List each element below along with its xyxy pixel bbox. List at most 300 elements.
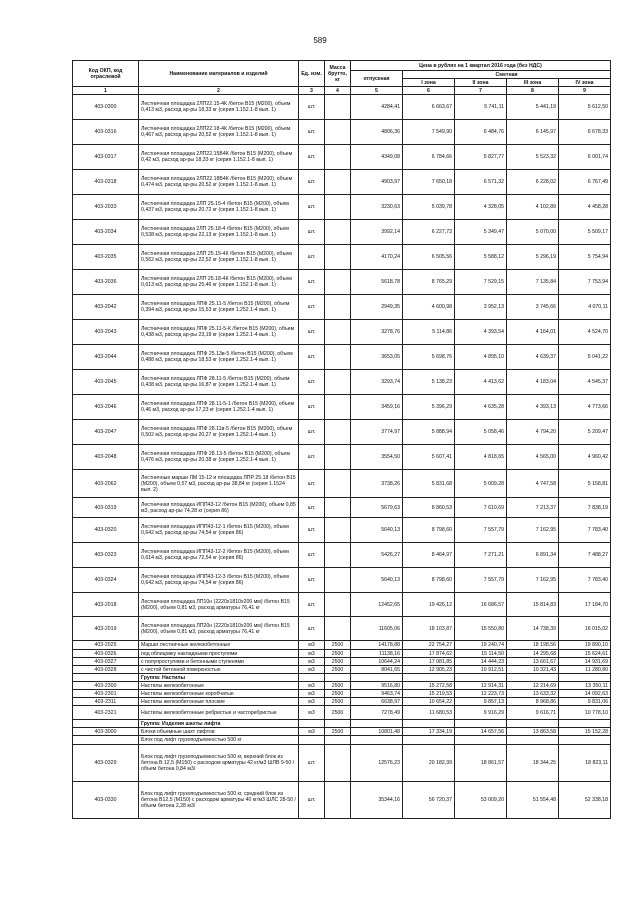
row-unit: шт. [299,782,325,819]
row-price-zone-4: 17 184,70 [559,593,611,617]
row-price-zone-3 [507,674,559,682]
row-mass [325,470,351,498]
column-index: 1 [73,87,139,95]
table-row [73,395,611,420]
row-price-zone-4: 13 350,11 [559,682,611,690]
row-unit: м3 [299,690,325,698]
row-name: Лестничная площадка ИПП43-12-1 /бетон В15 (М200), объем 0,642 м3, расход ар-ры 74,54 кг (серия 86) [139,518,299,543]
row-unit [299,720,325,728]
row-mass: 2500 [325,666,351,674]
row-price-zone-2: 5 741,11 [455,95,507,120]
row-mass [325,145,351,170]
row-price-zone-2: 4 895,10 [455,345,507,370]
row-price-zone-1 [403,674,455,682]
row-release-price: 3992,14 [351,220,403,245]
row-code: 403-2018 [73,593,139,617]
row-code: 403-2301 [73,690,139,698]
row-price-zone-1: 15 219,53 [403,690,455,698]
row-code: 403-0319 [73,498,139,518]
row-price-zone-2: 9 916,29 [455,706,507,720]
page-number: 589 [313,36,327,45]
row-unit: шт. [299,270,325,295]
row-mass [325,745,351,782]
table-row [73,320,611,345]
row-price-zone-2 [455,720,507,728]
row-name: Лестничные марши ЛМ 15-12 и площадка ЛПР 25.18 /бетон В15 (М200), объем 0,57 м3, расход ар-ры 38,84 кг (серия 1.1524 вып. 2) [139,470,299,498]
row-name: Группа: Изделия шахты лифта [139,720,299,728]
row-name: Лестничная площадка ЛПФ 28.11-5-1 /бетон В15 (М200), объем 0,46 м3, расход ар-ры 17,23 кг (серия 1.252.1-4 вып. 1) [139,395,299,420]
row-price-zone-3: 5 070,00 [507,220,559,245]
row-mass [325,568,351,593]
row-mass [325,617,351,641]
row-unit: шт. [299,345,325,370]
table-row [73,345,611,370]
row-mass [325,270,351,295]
row-price-zone-3 [507,720,559,728]
row-name: Лестничная площадка 2ЛП22.18В4К /бетон В15 (М200), объем 0,474 м3, расход ар-ры 20,52 кг (серия 1.152.1-8 вып. 1) [139,170,299,195]
row-price-zone-4: 4 773,66 [559,395,611,420]
row-release-price: 7278,49 [351,706,403,720]
row-price-zone-3: 7 135,84 [507,270,559,295]
row-price-zone-1: 8 798,60 [403,518,455,543]
row-price-zone-3: 4 747,58 [507,470,559,498]
row-price-zone-2: 9 857,13 [455,698,507,706]
row-price-zone-2: 6 484,76 [455,120,507,145]
row-release-price: 9463,74 [351,690,403,698]
row-price-zone-4: 6 678,33 [559,120,611,145]
table-row [73,782,611,819]
row-price-zone-4: 15 152,28 [559,728,611,736]
row-code [73,736,139,745]
row-price-zone-2: 7 610,69 [455,498,507,518]
row-name: Лестничная площадка ИПП43-12 /бетон В15 (М200), объем 0,85 м3, расход ар-ры 74,28 кг (серия 86) [139,498,299,518]
row-price-zone-2: 19 240,74 [455,641,507,650]
table-row [73,650,611,658]
row-name: Блок под лифт грузоподъемностью 500 кг, средний блок из бетона В12,5 (М150) с расходом арматуры 40 кг/м3 ШЛС 28-50 /объем бетона 2,28 м3/ [139,782,299,819]
row-price-zone-3: 7 213,37 [507,498,559,518]
row-price-zone-2: 7 557,79 [455,518,507,543]
row-unit: шт. [299,370,325,395]
row-price-zone-3: 5 296,19 [507,245,559,270]
row-release-price: 5640,13 [351,568,403,593]
row-name: Лестничная площадка ИПП43-12-2 /бетон В15 (М200), объем 0,614 м3, расход ар-ры 72,54 кг (серия 86) [139,543,299,568]
row-release-price: 12576,23 [351,745,403,782]
row-price-zone-1: 5 831,68 [403,470,455,498]
row-price-zone-1: 11 680,53 [403,706,455,720]
row-name: Лестничная площадка ЛП10н (2220x1810x200 мм) /бетон В15 (М200), объем 0,81 м3, расход арматуры 76,41 кг [139,593,299,617]
row-price-zone-4: 5 158,81 [559,470,611,498]
row-mass [325,395,351,420]
row-release-price: 3230,63 [351,195,403,220]
row-code: 403-2043 [73,320,139,345]
row-price-zone-3: 7 162,95 [507,568,559,593]
row-code: 403-2062 [73,470,139,498]
row-name: Настилы железобетонные коробчатые [139,690,299,698]
row-name: Блок под лифт грузоподъемностью 500 кг [139,736,299,745]
row-name: Лестничная площадка 2ЛП22.15В4К /бетон В15 (М200), объем 0,42 м3, расход ар-ры 18,33 кг (серия 1.152.1-8 вып. 1) [139,145,299,170]
row-price-zone-1: 8 798,60 [403,568,455,593]
row-price-zone-3: 14 738,39 [507,617,559,641]
row-unit: шт. [299,145,325,170]
row-price-zone-2: 5 009,28 [455,470,507,498]
row-release-price: 11605,06 [351,617,403,641]
row-price-zone-1: 20 182,39 [403,745,455,782]
row-price-zone-3: 10 321,43 [507,666,559,674]
table-row [73,270,611,295]
row-name: Блоки объемные шахт лифтов [139,728,299,736]
row-price-zone-3: 13 661,67 [507,658,559,666]
row-price-zone-3: 4 393,13 [507,395,559,420]
row-price-zone-1: 7 650,18 [403,170,455,195]
row-unit: шт. [299,395,325,420]
column-index: 8 [507,87,559,95]
row-unit: м3 [299,666,325,674]
row-price-zone-3: 3 745,66 [507,295,559,320]
row-price-zone-2: 5 058,46 [455,420,507,445]
header-name: Наименование материалов и изделий [139,61,299,87]
row-mass: 2500 [325,728,351,736]
row-price-zone-1 [403,736,455,745]
row-price-zone-2: 5 588,12 [455,245,507,270]
row-release-price: 4170,24 [351,245,403,270]
row-unit: шт. [299,120,325,145]
row-mass [325,445,351,470]
row-release-price: 4806,36 [351,120,403,145]
row-mass [325,736,351,745]
row-mass [325,245,351,270]
row-price-zone-1: 15 272,58 [403,682,455,690]
row-price-zone-4: 16 015,02 [559,617,611,641]
row-code: 403-0300 [73,95,139,120]
row-price-zone-4: 15 624,61 [559,650,611,658]
header-code: Код ОКП, код отраслевой [73,61,139,87]
row-price-zone-4 [559,674,611,682]
column-index: 2 [139,87,299,95]
column-index: 6 [403,87,455,95]
row-price-zone-1: 17 334,19 [403,728,455,736]
row-mass [325,518,351,543]
row-name: Марши лестничные железобетонные [139,641,299,650]
row-price-zone-3: 4 639,37 [507,345,559,370]
row-code: 403-2046 [73,395,139,420]
row-name: Лестничная площадка 2ЛП22.15-4К /бетон В15 (М200), объем 0,413 м3, расход ар-ры 18,33 кг (серия 1.152.1-8 вып. 1) [139,95,299,120]
row-price-zone-3: 6 145,97 [507,120,559,145]
group-row [73,720,611,728]
row-price-zone-4: 11 280,80 [559,666,611,674]
row-release-price: 3774,97 [351,420,403,445]
row-code: 403-0318 [73,170,139,195]
row-price-zone-1: 5 138,23 [403,370,455,395]
row-unit: м3 [299,698,325,706]
row-release-price: 3459,16 [351,395,403,420]
row-name: Настилы железобетонные ребристые и часторебристые [139,706,299,720]
row-release-price: 10644,24 [351,658,403,666]
row-price-zone-2: 7 271,21 [455,543,507,568]
row-price-zone-3: 13 633,32 [507,690,559,698]
row-mass [325,95,351,120]
row-price-zone-4: 6 767,49 [559,170,611,195]
row-unit: шт. [299,745,325,782]
row-unit: м3 [299,706,325,720]
row-unit: шт. [299,95,325,120]
row-price-zone-3: 9 616,71 [507,706,559,720]
row-price-zone-2: 6 571,32 [455,170,507,195]
header-release: отпускная [351,71,403,87]
row-release-price: 6638,97 [351,698,403,706]
column-index: 7 [455,87,507,95]
row-name: Лестничная площадка ЛПФ 25.11-5 /бетон В15 (М200), объем 0,394 м3, расход ар-ры 15,53 кг (серия 1.252.1-4 вып. 1) [139,295,299,320]
row-code: 403-0330 [73,782,139,819]
row-price-zone-1: 6 227,73 [403,220,455,245]
row-price-zone-3: 4 565,00 [507,445,559,470]
row-release-price [351,736,403,745]
row-price-zone-1: 6 505,56 [403,245,455,270]
row-code: 403-2025 [73,641,139,650]
row-price-zone-3 [507,736,559,745]
row-price-zone-2 [455,736,507,745]
row-name: с полупроступями и бетонными ступенями [139,658,299,666]
row-price-zone-4: 5 209,47 [559,420,611,445]
table-row [73,95,611,120]
row-name: Лестничная площадка 2ЛП 25.15-4К /бетон В15 (М200), объем 0,562 м3, расход ар-ры 22,52 кг (серия 1.152.1-8 вып. 1) [139,245,299,270]
row-unit: м3 [299,682,325,690]
row-release-price: 11138,16 [351,650,403,658]
row-price-zone-1: 22 754,27 [403,641,455,650]
row-price-zone-2: 12 914,31 [455,682,507,690]
row-code: 403-2048 [73,445,139,470]
row-price-zone-4: 5 041,22 [559,345,611,370]
row-mass [325,498,351,518]
row-release-price: 4284,41 [351,95,403,120]
row-price-zone-4: 7 488,27 [559,543,611,568]
row-release-price: 3653,05 [351,345,403,370]
row-price-zone-3: 15 814,83 [507,593,559,617]
row-code: 403-0327 [73,658,139,666]
row-mass: 2500 [325,658,351,666]
table-row [73,498,611,518]
row-unit: шт. [299,498,325,518]
row-release-price: 3293,74 [351,370,403,395]
header-zone-4: IV зона [559,79,611,87]
row-price-zone-4: 6 001,74 [559,145,611,170]
table-row [73,641,611,650]
row-price-zone-1: 6 663,67 [403,95,455,120]
row-release-price: 3278,76 [351,320,403,345]
row-unit [299,674,325,682]
row-unit [299,736,325,745]
row-code: 403-2047 [73,420,139,445]
row-name: Лестничная площадка 2ЛП 25.18-4 /бетон В15 (М200), объем 0,538 м3, расход ар-ры 22,13 кг (серия 1.152.1-8 вып. 1) [139,220,299,245]
row-code: 403-2045 [73,370,139,395]
row-code: 403-0323 [73,543,139,568]
row-mass [325,195,351,220]
row-unit: шт. [299,543,325,568]
column-index: 4 [325,87,351,95]
row-name: с чистой бетонной поверхностью [139,666,299,674]
row-price-zone-3: 6 228,02 [507,170,559,195]
row-price-zone-4: 7 753,94 [559,270,611,295]
row-price-zone-2: 10 912,51 [455,666,507,674]
row-mass: 2500 [325,690,351,698]
row-code: 403-2036 [73,270,139,295]
column-index: 5 [351,87,403,95]
row-release-price: 8041,65 [351,666,403,674]
row-price-zone-1: 56 720,37 [403,782,455,819]
row-name: Лестничная площадка ИПП43-12-3 /бетон В15 (М200), объем 0,642 м3, расход ар-ры 74,54 кг (серия 86) [139,568,299,593]
row-price-zone-1: 18 103,87 [403,617,455,641]
row-price-zone-2: 15 114,50 [455,650,507,658]
row-name: Настилы железобетонные плоские [139,698,299,706]
row-price-zone-3: 7 162,95 [507,518,559,543]
row-unit: м3 [299,658,325,666]
row-release-price: 3554,50 [351,445,403,470]
header-estimate: Сметная [403,71,611,79]
row-code: 403-0328 [73,666,139,674]
row-name: Лестничная площадка ЛПФ 28.11-5 /бетон В15 (М200), объем 0,438 м3, расход ар-ры 16,87 кг (серия 1.252.1-4 вып. 1) [139,370,299,395]
row-name: Настилы железобетонные [139,682,299,690]
row-price-zone-2: 14 657,56 [455,728,507,736]
row-name: Лестничная площадка 2ЛП 25.18-4К /бетон В15 (М200), объем 0,613 м3, расход ар-ры 25,46 кг (серия 1.152.1-8 вып. 1) [139,270,299,295]
row-unit: шт. [299,445,325,470]
table-row [73,666,611,674]
table-row [73,682,611,690]
table-row [73,195,611,220]
row-price-zone-1: 17 081,85 [403,658,455,666]
table-row [73,470,611,498]
row-price-zone-2: 5 349,47 [455,220,507,245]
row-price-zone-3: 8 968,86 [507,698,559,706]
table-row [73,658,611,666]
row-price-zone-3: 4 183,04 [507,370,559,395]
row-mass [325,345,351,370]
row-price-zone-2: 4 818,65 [455,445,507,470]
row-price-zone-3: 14 295,68 [507,650,559,658]
row-mass [325,320,351,345]
row-price-zone-4: 7 783,40 [559,568,611,593]
row-price-zone-1: 19 426,12 [403,593,455,617]
row-name: Лестничная площадка 2ЛП22.18-4К /бетон В15 (М200), объем 0,467 м3, расход ар-ры 20,52 кг (серия 1.152.1-8 вып. 1) [139,120,299,145]
row-release-price: 5679,63 [351,498,403,518]
row-mass [325,543,351,568]
row-price-zone-2: 4 393,54 [455,320,507,345]
row-unit: м3 [299,641,325,650]
row-name: Лестничная площадка ЛПФ 25.11-5-К /бетон В15 (М200), объем 0,438 м3, расход ар-ры 23,19 кг (серия 1.252.1-4 вып. 1) [139,320,299,345]
row-price-zone-4 [559,720,611,728]
table-row [73,706,611,720]
row-name: Лестничная площадка 2ЛП 25.15-4 /бетон В15 (М200), объем 0,437 м3, расход ар-ры 20,72 кг (серия 1.152.1-8 вып. 1) [139,195,299,220]
row-price-zone-4: 7 838,19 [559,498,611,518]
row-name: Лестничная площадка ЛПФ 25.13в-5 /бетон В15 (М200), объем 0,488 м3, расход ар-ры 18,53 кг (серия 1.252.1-4 вып. 1) [139,345,299,370]
row-code: 403-2035 [73,245,139,270]
row-release-price: 4349,08 [351,145,403,170]
table-row [73,518,611,543]
row-code: 403-3000 [73,728,139,736]
row-mass [325,674,351,682]
row-price-zone-2 [455,674,507,682]
row-price-zone-4: 18 823,11 [559,745,611,782]
row-release-price: 5426,27 [351,543,403,568]
table-row [73,145,611,170]
table-row [73,170,611,195]
row-unit: шт. [299,320,325,345]
row-unit: шт. [299,295,325,320]
row-price-zone-4: 5 509,17 [559,220,611,245]
row-release-price: 3738,26 [351,470,403,498]
column-index-row [73,87,611,95]
row-unit: шт. [299,568,325,593]
row-price-zone-3: 6 891,34 [507,543,559,568]
row-code [73,720,139,728]
row-mass [325,120,351,145]
row-price-zone-1: 8 765,29 [403,270,455,295]
row-code: 403-2321 [73,706,139,720]
row-price-zone-1: 12 905,23 [403,666,455,674]
row-unit: шт. [299,470,325,498]
row-release-price: 5618,78 [351,270,403,295]
row-name: Группа: Настилы [139,674,299,682]
header-zone-2: II зона [455,79,507,87]
table-row [73,420,611,445]
row-release-price: 12452,65 [351,593,403,617]
row-release-price: 10801,48 [351,728,403,736]
row-price-zone-2: 53 009,20 [455,782,507,819]
row-price-zone-2: 4 635,28 [455,395,507,420]
table-row [73,220,611,245]
row-name: Лестничная площадка ЛП20н (2220x1810x200 мм) /бетон В15 (М200), объем 0,81 м3, расход арматуры 76,41 кг [139,617,299,641]
row-release-price [351,720,403,728]
row-code: 403-2042 [73,295,139,320]
table-row [73,690,611,698]
row-price-zone-4: 4 458,28 [559,195,611,220]
row-price-zone-1: 7 549,90 [403,120,455,145]
row-name: под облицовку накладными проступями [139,650,299,658]
row-price-zone-1: 10 654,22 [403,698,455,706]
row-mass: 2500 [325,682,351,690]
row-price-zone-4: 14 092,63 [559,690,611,698]
row-price-zone-1: 5 888,94 [403,420,455,445]
row-price-zone-2: 4 328,05 [455,195,507,220]
row-price-zone-3: 12 214,69 [507,682,559,690]
row-price-zone-3: 13 863,58 [507,728,559,736]
header-mass: Масса брутто, кг [325,61,351,87]
row-unit: шт. [299,220,325,245]
row-price-zone-3: 18 198,56 [507,641,559,650]
row-unit: шт. [299,170,325,195]
row-price-zone-3: 51 554,48 [507,782,559,819]
row-unit: шт. [299,195,325,220]
row-mass [325,170,351,195]
row-price-zone-4: 5 612,50 [559,95,611,120]
table-row [73,728,611,736]
table-row [73,370,611,395]
row-price-zone-2: 14 444,23 [455,658,507,666]
row-mass: 2500 [325,698,351,706]
row-code: 403-0329 [73,745,139,782]
row-price-zone-4: 4 070,11 [559,295,611,320]
row-unit: шт. [299,245,325,270]
row-unit: шт. [299,593,325,617]
row-price-zone-2: 12 223,73 [455,690,507,698]
row-unit: шт. [299,420,325,445]
row-price-zone-4: 7 783,40 [559,518,611,543]
table-row [73,295,611,320]
row-price-zone-4: 14 931,69 [559,658,611,666]
row-price-zone-2: 7 529,15 [455,270,507,295]
row-code: 403-0326 [73,650,139,658]
header-unit: Ед. изм. [299,61,325,87]
row-code: 403-0316 [73,120,139,145]
row-price-zone-3: 5 441,19 [507,95,559,120]
